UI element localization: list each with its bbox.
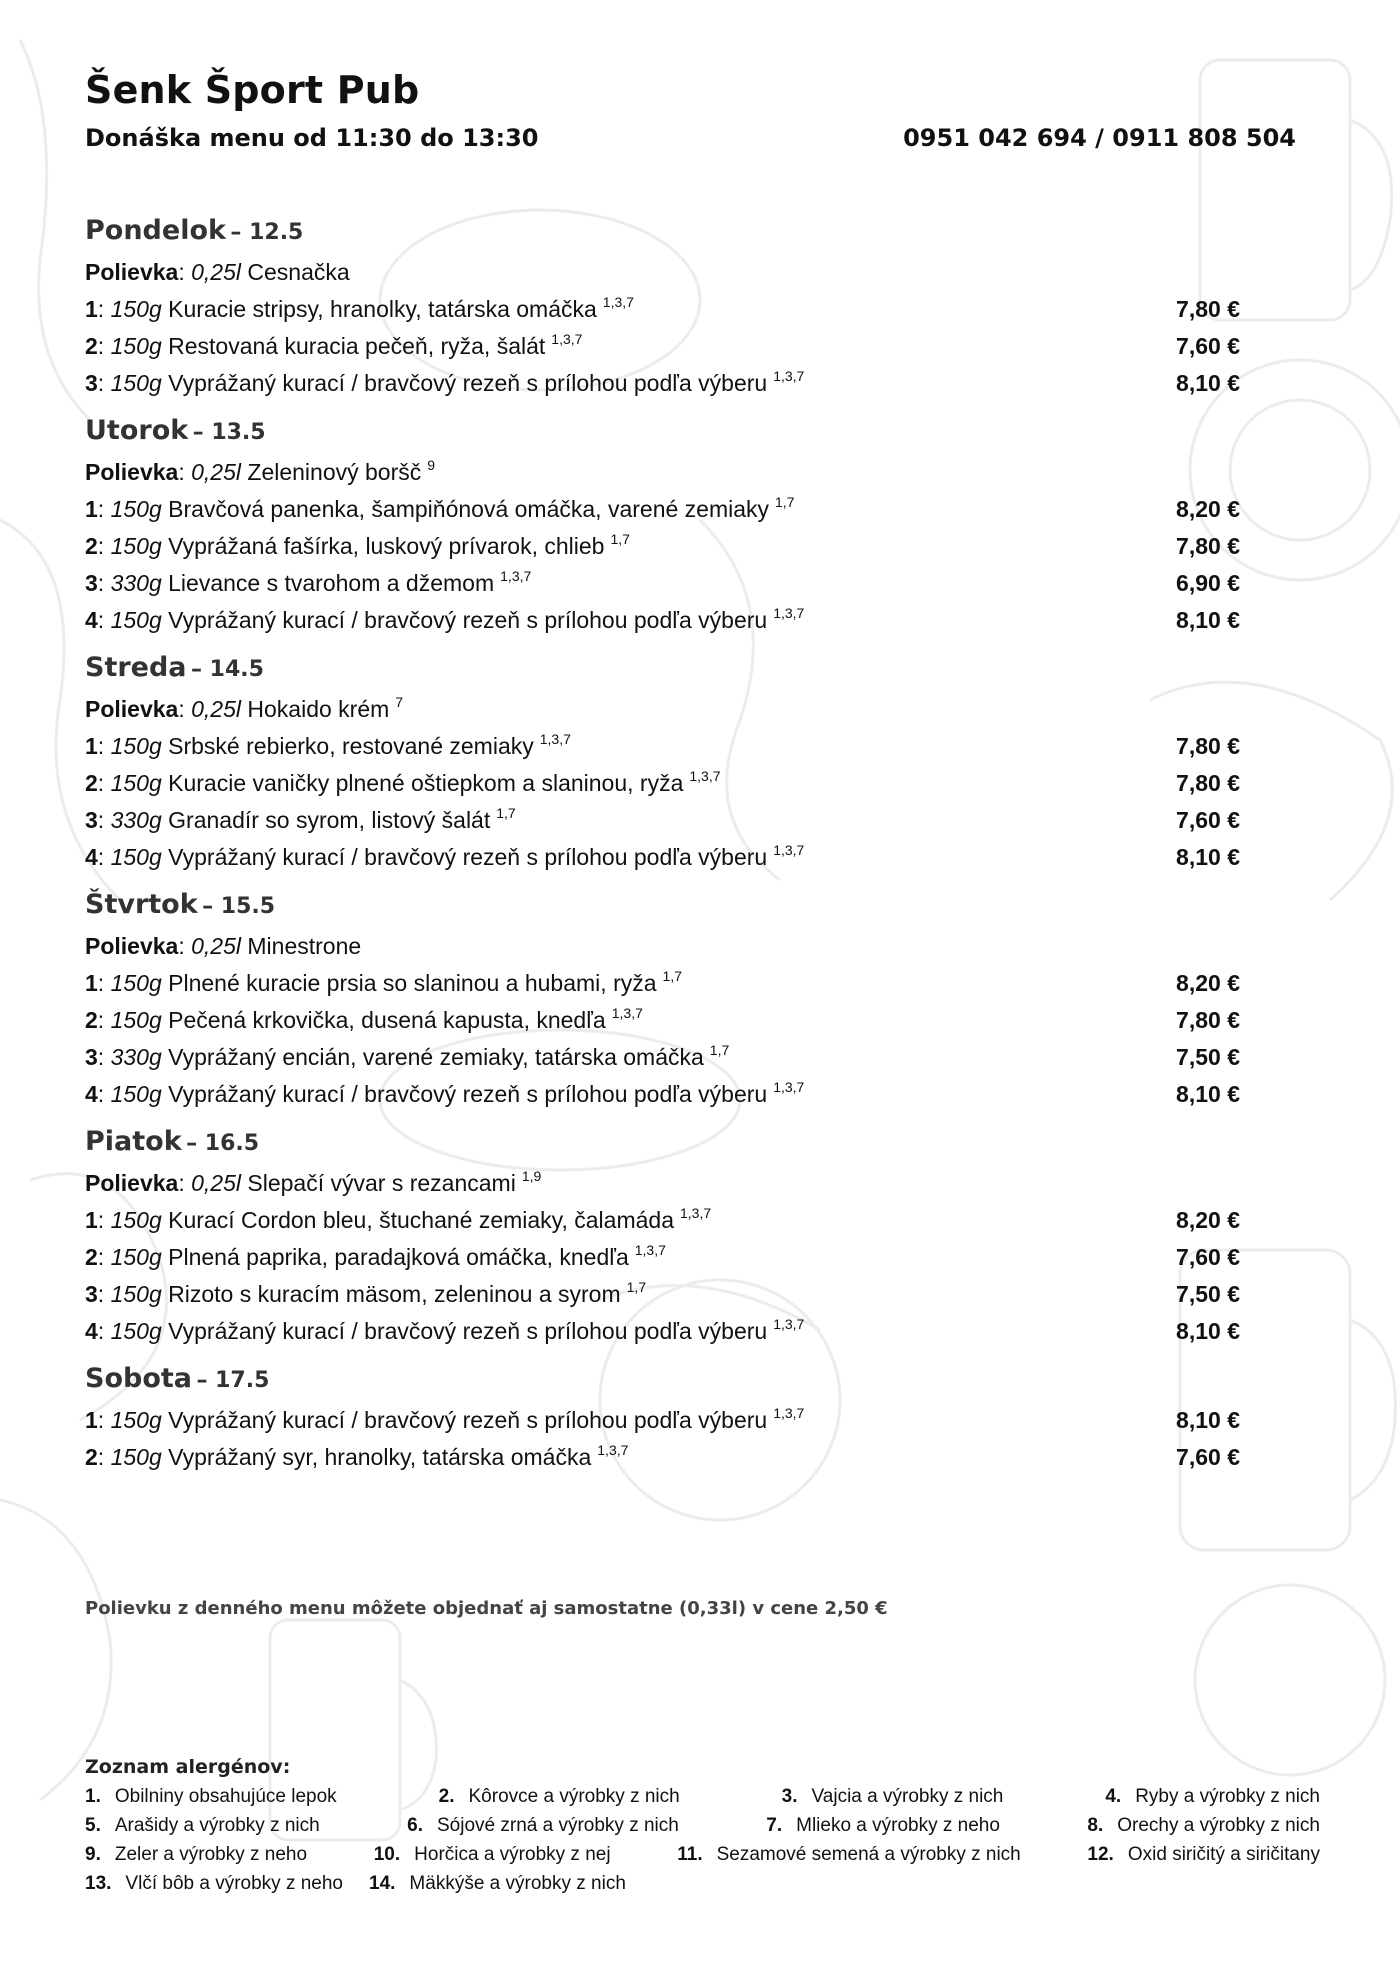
day-heading xyxy=(85,882,1240,928)
allergen-number: 10. xyxy=(373,1844,401,1865)
item-number: 2 xyxy=(85,533,98,559)
item-weight: 330g xyxy=(110,807,162,833)
day-section xyxy=(85,208,1240,402)
item-name: Pečená krkovička, dusená kapusta, knedľa xyxy=(168,1007,606,1033)
allergen-number: 14. xyxy=(369,1873,396,1894)
soup-name: Slepačí vývar s rezancami xyxy=(247,1170,516,1196)
item-price: 7,80 € xyxy=(1176,533,1240,559)
item-number: 2 xyxy=(85,333,98,359)
soup-line: Polievka: 0,25l Zeleninový boršč $^9$ xyxy=(85,457,436,485)
menu-item: 2: 150g Kuracie vaničky plnené oštiepkom a slaninou, ryža $^{1,3,7}$ 7,80 € xyxy=(85,765,1240,802)
allergen-number: 11. xyxy=(677,1844,703,1865)
allergen-codes: 1,3,7 xyxy=(602,294,634,310)
allergen-number: 1. xyxy=(85,1786,101,1807)
item-weight: 150g xyxy=(110,1318,162,1344)
soup-label: Polievka xyxy=(85,1170,179,1196)
soup-line: Polievka: 0,25l Cesnačka xyxy=(85,259,350,285)
menu-item: 2: 150g Vyprážaný syr, hranolky, tatárska omáčka $^{1,3,7}$ 7,60 € xyxy=(85,1439,1240,1476)
item-number: 3 xyxy=(85,807,98,833)
allergen-row xyxy=(85,1840,1320,1869)
soup-line: Polievka: 0,25l Minestrone xyxy=(85,933,362,959)
allergen-text: Oxid siričitý a siričitany xyxy=(1127,1844,1320,1865)
allergen-text: Vajcia a výrobky z nich xyxy=(811,1786,1004,1807)
allergen-codes: 1,9 xyxy=(521,1168,542,1184)
item-number: 3 xyxy=(85,1044,98,1070)
item-name: Plnené kuracie prsia so slaninou a hubami, ryža xyxy=(168,970,657,996)
item-name: Vyprážaný encián, varené zemiaky, tatárska omáčka xyxy=(168,1044,704,1070)
allergen-text: Sójové zrná a výrobky z nich xyxy=(437,1815,679,1836)
allergen-item xyxy=(374,1840,611,1869)
item-number: 4 xyxy=(85,1318,98,1344)
item-weight: 150g xyxy=(110,296,162,322)
allergen-codes: 1,3,7 xyxy=(773,1316,805,1332)
item-number: 4 xyxy=(85,1081,98,1107)
menu-item: 4: 150g Vyprážaný kurací / bravčový rezeň s prílohou podľa výberu $^{1,3,7}$ 8,10 € xyxy=(85,1313,1240,1350)
item-price: 8,10 € xyxy=(1176,1407,1240,1433)
delivery-hours: Donáška menu od 11:30 do 13:30 xyxy=(85,124,539,152)
item-price: 7,50 € xyxy=(1176,1281,1240,1307)
soup-label: Polievka xyxy=(85,696,179,722)
soup-label: Polievka xyxy=(85,933,179,959)
item-weight: 150g xyxy=(110,1207,162,1233)
day-section xyxy=(85,645,1240,876)
item-name: Vyprážaná fašírka, luskový prívarok, chlieb xyxy=(168,533,605,559)
item-number: 2 xyxy=(85,770,98,796)
item-weight: 150g xyxy=(110,1444,162,1470)
menu-item: 3: 150g Vyprážaný kurací / bravčový rezeň s prílohou podľa výberu $^{1,3,7}$ 8,10 € xyxy=(85,365,1240,402)
item-price: 7,50 € xyxy=(1176,1044,1240,1070)
allergen-number: 8. xyxy=(1087,1815,1104,1836)
soup-label: Polievka xyxy=(85,459,179,485)
allergen-text: Sezamové semená a výrobky z nich xyxy=(716,1844,1021,1865)
allergen-item xyxy=(85,1811,320,1840)
allergen-codes: 1,7 xyxy=(662,968,682,984)
allergen-text: Orechy a výrobky z nich xyxy=(1117,1815,1320,1836)
item-name: Granadír so syrom, listový šalát xyxy=(168,807,491,833)
weekly-menu xyxy=(85,208,1240,1482)
allergen-list-title: Zoznam alergénov: xyxy=(85,1756,291,1778)
soup-note: Polievku z denného menu môžete objednať aj samostatne (0,33l) v cene 2,50 € xyxy=(85,1598,888,1619)
allergen-item xyxy=(85,1782,337,1811)
item-name: Rizoto s kuracím mäsom, zeleninou a syrom xyxy=(168,1281,621,1307)
item-name: Vyprážaný kurací / bravčový rezeň s prílohou podľa výberu xyxy=(168,844,768,870)
soup-volume: 0,25l xyxy=(191,933,241,959)
allergen-item xyxy=(1105,1782,1320,1811)
day-heading xyxy=(85,1356,1240,1402)
item-name: Bravčová panenka, šampiňónová omáčka, varené zemiaky xyxy=(168,496,770,522)
item-weight: 150g xyxy=(110,1407,162,1433)
allergen-codes: 1,3,7 xyxy=(539,731,571,747)
menu-item: 2: 150g Pečená krkovička, dusená kapusta, knedľa $^{1,3,7}$ 7,80 € xyxy=(85,1002,1240,1039)
allergen-item xyxy=(369,1869,626,1898)
day-section xyxy=(85,1119,1240,1350)
allergen-item xyxy=(407,1811,679,1840)
item-number: 1 xyxy=(85,1407,98,1433)
item-price: 8,20 € xyxy=(1176,496,1240,522)
item-name: Vyprážaný kurací / bravčový rezeň s prílohou podľa výberu xyxy=(168,607,768,633)
item-weight: 150g xyxy=(110,733,162,759)
day-heading xyxy=(85,408,1240,454)
day-section xyxy=(85,408,1240,639)
item-weight: 150g xyxy=(110,607,162,633)
item-weight: 150g xyxy=(110,1281,162,1307)
day-date: – 14.5 xyxy=(190,657,264,682)
allergen-item xyxy=(782,1782,1004,1811)
item-price: 8,20 € xyxy=(1176,1207,1240,1233)
item-number: 2 xyxy=(85,1007,98,1033)
allergen-item xyxy=(766,1811,1000,1840)
menu-item: 1: 150g Kurací Cordon bleu, štuchané zemiaky, čalamáda $^{1,3,7}$ 8,20 € xyxy=(85,1202,1240,1239)
item-name: Lievance s tvarohom a džemom xyxy=(168,570,495,596)
day-date: – 12.5 xyxy=(230,220,304,245)
allergen-codes: 1,3,7 xyxy=(611,1005,643,1021)
allergen-codes: 1,3,7 xyxy=(634,1242,666,1258)
allergen-codes: 1,7 xyxy=(775,494,795,510)
item-number: 3 xyxy=(85,570,98,596)
item-weight: 150g xyxy=(110,533,162,559)
item-price: 6,90 € xyxy=(1176,570,1240,596)
allergen-text: Vlčí bôb a výrobky z neho xyxy=(125,1873,343,1894)
soup-volume: 0,25l xyxy=(191,696,241,722)
soup-name: Zeleninový boršč xyxy=(247,459,422,485)
allergen-number: 2. xyxy=(438,1786,455,1807)
allergen-codes: 1,3,7 xyxy=(773,605,805,621)
allergen-codes: 1,3,7 xyxy=(551,331,583,347)
menu-item: 1: 150g Vyprážaný kurací / bravčový rezeň s prílohou podľa výberu $^{1,3,7}$ 8,10 € xyxy=(85,1402,1240,1439)
item-number: 1 xyxy=(85,733,98,759)
allergen-number: 13. xyxy=(85,1873,112,1894)
allergen-text: Mäkkýše a výrobky z nich xyxy=(409,1873,626,1894)
allergen-number: 4. xyxy=(1105,1786,1122,1807)
item-weight: 150g xyxy=(110,770,162,796)
allergen-codes: 1,7 xyxy=(496,805,516,821)
day-name: Pondelok xyxy=(85,215,226,246)
allergen-item xyxy=(1087,1840,1320,1869)
allergen-text: Zeler a výrobky z neho xyxy=(114,1844,308,1865)
item-weight: 330g xyxy=(110,570,162,596)
allergen-text: Mlieko a výrobky z neho xyxy=(796,1815,1000,1836)
allergen-list xyxy=(85,1756,1320,1898)
allergen-item xyxy=(677,1840,1021,1869)
item-weight: 150g xyxy=(110,844,162,870)
item-weight: 150g xyxy=(110,1007,162,1033)
menu-item: 3: 150g Rizoto s kuracím mäsom, zeleninou a syrom $^{1,7}$ 7,50 € xyxy=(85,1276,1240,1313)
item-weight: 330g xyxy=(110,1044,162,1070)
menu-item: 3: 330g Vyprážaný encián, varené zemiaky, tatárska omáčka $^{1,7}$ 7,50 € xyxy=(85,1039,1240,1076)
soup-volume: 0,25l xyxy=(191,259,241,285)
soup-label: Polievka xyxy=(85,259,179,285)
item-price: 8,10 € xyxy=(1176,1081,1240,1107)
item-price: 8,10 € xyxy=(1176,607,1240,633)
allergen-item xyxy=(1087,1811,1320,1840)
item-number: 4 xyxy=(85,607,98,633)
day-name: Sobota xyxy=(85,1363,192,1394)
item-price: 7,60 € xyxy=(1176,1444,1240,1470)
allergen-codes: 1,7 xyxy=(610,531,630,547)
allergen-item xyxy=(439,1782,680,1811)
menu-item: 4: 150g Vyprážaný kurací / bravčový rezeň s prílohou podľa výberu $^{1,3,7}$ 8,10 € xyxy=(85,602,1240,639)
item-name: Vyprážaný kurací / bravčový rezeň s prílohou podľa výberu xyxy=(168,1318,768,1344)
day-name: Streda xyxy=(85,652,187,683)
item-name: Vyprážaný kurací / bravčový rezeň s prílohou podľa výberu xyxy=(168,1081,768,1107)
item-name: Srbské rebierko, restované zemiaky xyxy=(168,733,534,759)
item-price: 7,80 € xyxy=(1176,733,1240,759)
item-name: Restovaná kuracia pečeň, ryža, šalát xyxy=(168,333,546,359)
allergen-codes: 1,7 xyxy=(709,1042,730,1058)
menu-item: 2: 150g Plnená paprika, paradajková omáčka, knedľa $^{1,3,7}$ 7,60 € xyxy=(85,1239,1240,1276)
day-heading xyxy=(85,1119,1240,1165)
allergen-number: 3. xyxy=(781,1786,798,1807)
item-price: 7,80 € xyxy=(1176,1007,1240,1033)
menu-item: 1: 150g Plnené kuracie prsia so slaninou a hubami, ryža $^{1,7}$ 8,20 € xyxy=(85,965,1240,1002)
allergen-item xyxy=(85,1869,343,1898)
allergen-codes: 1,7 xyxy=(626,1279,647,1295)
soup-name: Cesnačka xyxy=(247,259,350,285)
item-number: 3 xyxy=(85,1281,98,1307)
menu-item: 1: 150g Srbské rebierko, restované zemiaky $^{1,3,7}$ 7,80 € xyxy=(85,728,1240,765)
allergen-row xyxy=(85,1811,1320,1840)
item-weight: 150g xyxy=(110,333,162,359)
allergen-codes: 1,3,7 xyxy=(689,768,721,784)
day-name: Štvrtok xyxy=(85,889,198,920)
item-price: 8,10 € xyxy=(1176,844,1240,870)
allergen-number: 5. xyxy=(85,1815,101,1836)
item-name: Vyprážaný syr, hranolky, tatárska omáčka xyxy=(168,1444,592,1470)
item-name: Kurací Cordon bleu, štuchané zemiaky, čalamáda xyxy=(168,1207,674,1233)
allergen-codes: 1,3,7 xyxy=(679,1205,712,1221)
allergen-text: Ryby a výrobky z nich xyxy=(1135,1786,1320,1807)
allergen-number: 6. xyxy=(407,1815,423,1836)
menu-item: 1: 150g Kuracie stripsy, hranolky, tatárska omáčka $^{1,3,7}$ 7,80 € xyxy=(85,291,1240,328)
menu-item: 2: 150g Vyprážaná fašírka, luskový prívarok, chlieb $^{1,7}$ 7,80 € xyxy=(85,528,1240,565)
item-number: 1 xyxy=(85,1207,98,1233)
allergen-codes: 7 xyxy=(395,694,404,710)
item-price: 7,60 € xyxy=(1176,807,1240,833)
phone-numbers: 0951 042 694 / 0911 808 504 xyxy=(903,124,1296,152)
item-name: Kuracie stripsy, hranolky, tatárska omáčka xyxy=(168,296,597,322)
item-price: 8,20 € xyxy=(1176,970,1240,996)
menu-item: 4: 150g Vyprážaný kurací / bravčový rezeň s prílohou podľa výberu $^{1,3,7}$ 8,10 € xyxy=(85,839,1240,876)
allergen-text: Horčica a výrobky z nej xyxy=(414,1844,611,1865)
item-price: 7,80 € xyxy=(1176,770,1240,796)
item-weight: 150g xyxy=(110,970,162,996)
day-section xyxy=(85,1356,1240,1476)
item-number: 2 xyxy=(85,1444,98,1470)
allergen-codes: 1,3,7 xyxy=(773,1405,805,1421)
item-number: 4 xyxy=(85,844,98,870)
item-price: 7,80 € xyxy=(1176,296,1240,322)
item-name: Kuracie vaničky plnené oštiepkom a slaninou, ryža xyxy=(168,770,684,796)
day-name: Piatok xyxy=(85,1126,182,1157)
item-name: Vyprážaný kurací / bravčový rezeň s prílohou podľa výberu xyxy=(168,1407,768,1433)
menu-item: 3: 330g Granadír so syrom, listový šalát $^{1,7}$ 7,60 € xyxy=(85,802,1240,839)
soup-line: Polievka: 0,25l Slepačí vývar s rezancami $^{1,9}$ xyxy=(85,1168,542,1196)
allergen-row xyxy=(85,1869,1320,1898)
soup-volume: 0,25l xyxy=(191,1170,241,1196)
day-date: – 13.5 xyxy=(192,420,266,445)
day-heading xyxy=(85,645,1240,691)
allergen-number: 7. xyxy=(766,1815,783,1836)
soup-name: Hokaido krém xyxy=(247,696,390,722)
allergen-codes: 1,3,7 xyxy=(500,568,532,584)
item-price: 8,10 € xyxy=(1176,1318,1240,1344)
allergen-text: Kôrovce a výrobky z nich xyxy=(468,1786,680,1807)
item-weight: 150g xyxy=(110,370,162,396)
menu-item: 3: 330g Lievance s tvarohom a džemom $^{1,3,7}$ 6,90 € xyxy=(85,565,1240,602)
day-section xyxy=(85,882,1240,1113)
item-weight: 150g xyxy=(110,1081,162,1107)
item-number: 2 xyxy=(85,1244,98,1270)
item-name: Plnená paprika, paradajková omáčka, knedľa xyxy=(168,1244,629,1270)
soup-line: Polievka: 0,25l Hokaido krém $^7$ xyxy=(85,694,404,722)
item-weight: 150g xyxy=(110,496,162,522)
allergen-codes: 1,3,7 xyxy=(597,1442,629,1458)
allergen-text: Obilniny obsahujúce lepok xyxy=(114,1786,337,1807)
item-number: 1 xyxy=(85,296,98,322)
menu-item: 4: 150g Vyprážaný kurací / bravčový rezeň s prílohou podľa výberu $^{1,3,7}$ 8,10 € xyxy=(85,1076,1240,1113)
item-number: 1 xyxy=(85,970,98,996)
item-price: 7,60 € xyxy=(1176,1244,1240,1270)
day-heading xyxy=(85,208,1240,254)
allergen-codes: 1,3,7 xyxy=(773,368,805,384)
day-name: Utorok xyxy=(85,415,189,446)
allergen-row xyxy=(85,1782,1320,1811)
day-date: – 16.5 xyxy=(186,1131,260,1156)
day-date: – 17.5 xyxy=(196,1368,270,1393)
allergen-item xyxy=(85,1840,307,1869)
item-price: 7,60 € xyxy=(1176,333,1240,359)
item-price: 8,10 € xyxy=(1176,370,1240,396)
allergen-text: Arašidy a výrobky z nich xyxy=(114,1815,320,1836)
allergen-number: 12. xyxy=(1087,1844,1114,1865)
allergen-number: 9. xyxy=(85,1844,101,1865)
allergen-codes: 1,3,7 xyxy=(773,842,805,858)
item-number: 3 xyxy=(85,370,98,396)
allergen-codes: 1,3,7 xyxy=(773,1079,805,1095)
menu-item: 1: 150g Bravčová panenka, šampiňónová omáčka, varené zemiaky $^{1,7}$ 8,20 € xyxy=(85,491,1240,528)
item-number: 1 xyxy=(85,496,98,522)
item-weight: 150g xyxy=(110,1244,162,1270)
page-title: Šenk Šport Pub xyxy=(85,68,420,112)
soup-volume: 0,25l xyxy=(191,459,241,485)
soup-name: Minestrone xyxy=(247,933,362,959)
menu-item: 2: 150g Restovaná kuracia pečeň, ryža, šalát $^{1,3,7}$ 7,60 € xyxy=(85,328,1240,365)
allergen-rows xyxy=(85,1782,1320,1898)
day-date: – 15.5 xyxy=(202,894,276,919)
item-name: Vyprážaný kurací / bravčový rezeň s prílohou podľa výberu xyxy=(168,370,768,396)
allergen-codes: 9 xyxy=(427,457,436,473)
